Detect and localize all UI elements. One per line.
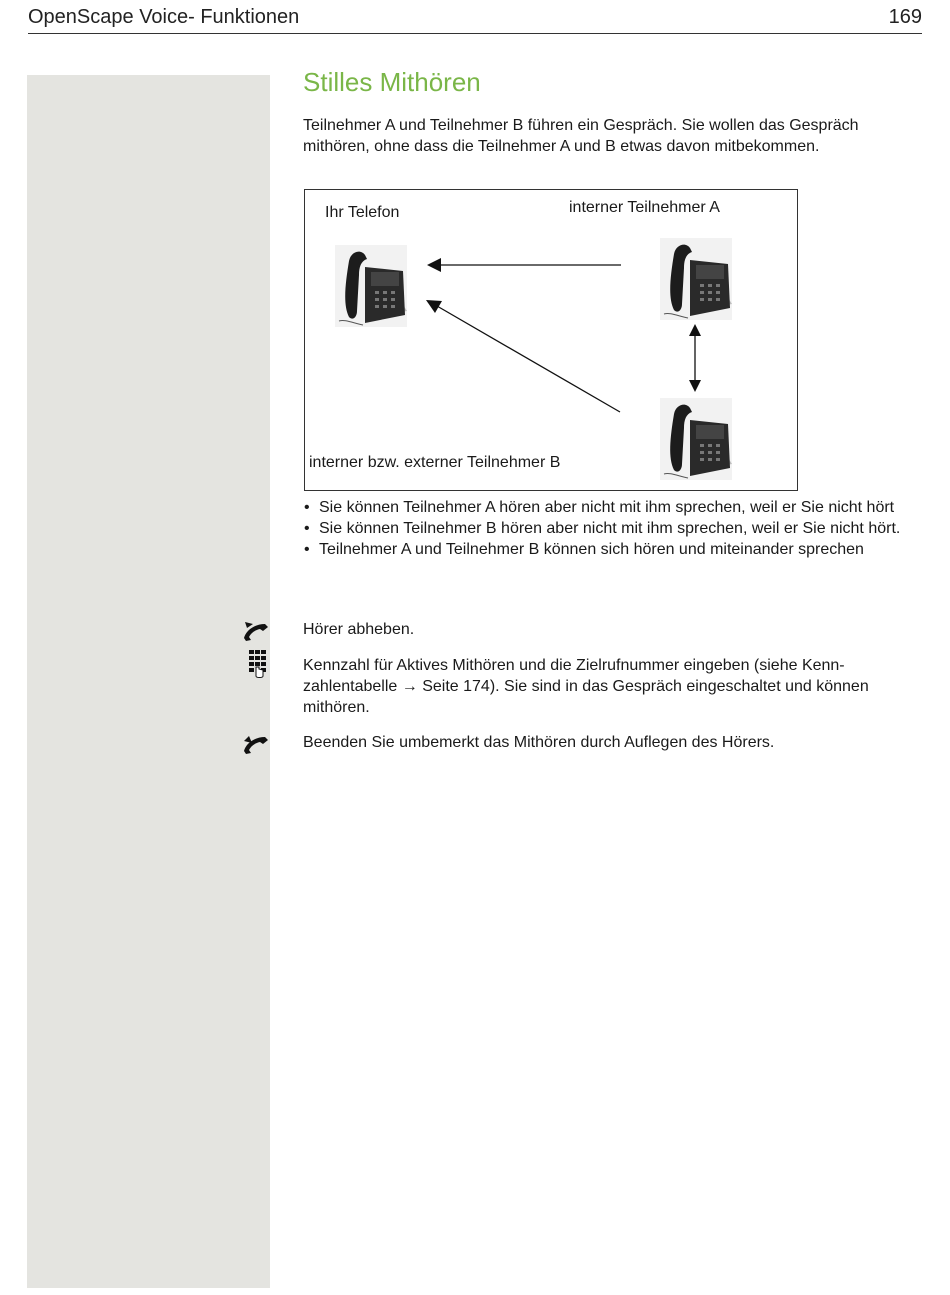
list-item: • Teilnehmer A und Teilnehmer B können sich hören und miteinander sprechen xyxy=(303,539,928,560)
header-title: OpenScape Voice- Funktionen xyxy=(28,6,300,28)
handset-lift-icon xyxy=(241,620,271,642)
intro-paragraph: Teilnehmer A und Teilnehmer B führen ein Gespräch. Sie wollen das Gespräch mithören, ohne dass die Teilnehmer A und B etwas davon mitbekommen. xyxy=(303,117,859,155)
label-participant-b: interner bzw. externer Teilnehmer B xyxy=(309,454,561,471)
page-number: 169 xyxy=(888,6,922,28)
handset-hangup-icon xyxy=(241,733,271,755)
section-title: Stilles Mithören xyxy=(303,67,481,97)
step-hang-up: Beenden Sie umbemerkt das Mithören durch Auflegen des Hörers. xyxy=(303,734,775,751)
keypad-icon xyxy=(241,649,269,679)
label-participant-a: interner Teilnehmer A xyxy=(569,199,720,216)
step-dial-code-text: Kennzahl für Aktives Mithören und die Zielrufnummer eingeben (siehe Kenn-zahlentabelle xyxy=(303,657,845,695)
sidebar-column xyxy=(27,75,270,1288)
monitoring-diagram xyxy=(304,189,798,491)
step-dial-code xyxy=(303,655,928,718)
list-item: • Sie können Teilnehmer B hören aber nicht mit ihm sprechen, weil er Sie nicht hört. xyxy=(303,518,928,539)
page-reference: Seite 174). Sie sind in das Gespräch eingeschaltet und können mithören. xyxy=(303,678,869,716)
info-bullet-list xyxy=(303,497,928,560)
diagram-arrows xyxy=(305,190,799,492)
step-lift-handset: Hörer abheben. xyxy=(303,621,415,638)
header-divider xyxy=(28,33,922,34)
label-your-phone: Ihr Telefon xyxy=(325,204,400,221)
arrow-icon: → xyxy=(401,678,418,695)
list-item: • Sie können Teilnehmer A hören aber nicht mit ihm sprechen, weil er Sie nicht hört xyxy=(303,497,928,518)
